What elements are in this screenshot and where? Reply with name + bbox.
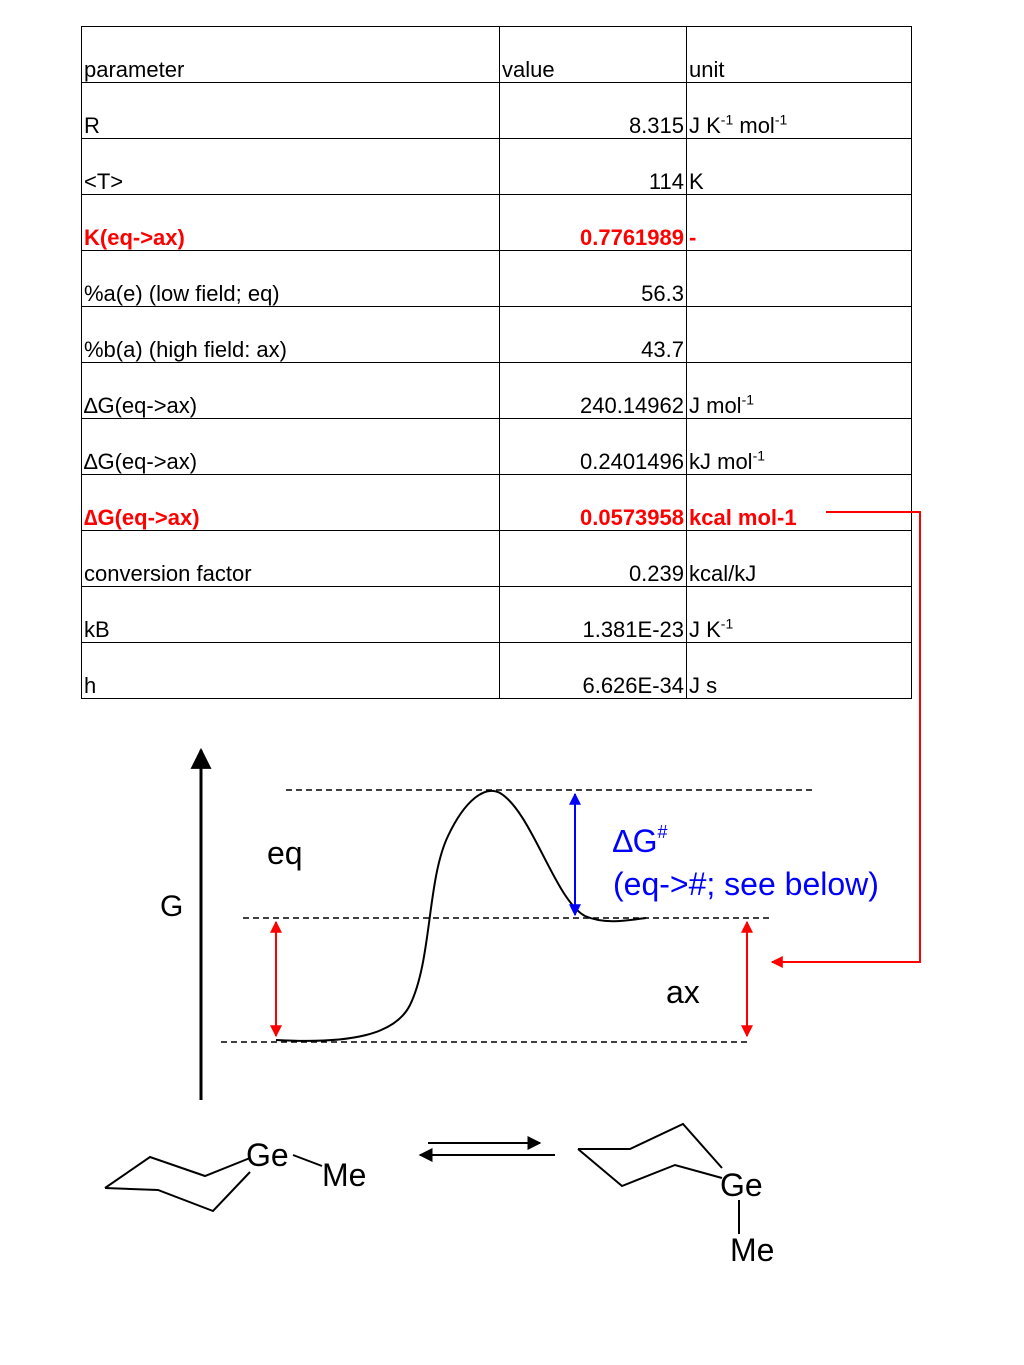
left-me-label: Me xyxy=(322,1157,367,1193)
row-value: 114 xyxy=(500,139,687,195)
eq-label: eq xyxy=(267,835,303,871)
right-ge-label: Ge xyxy=(720,1167,763,1203)
row-parameter: ∆G(eq->ax) xyxy=(82,419,500,475)
left-ge-label: Ge xyxy=(246,1137,289,1173)
row-value: 0.7761989 xyxy=(500,195,687,251)
header-value: value xyxy=(500,27,687,83)
row-parameter: %b(a) (high field: ax) xyxy=(82,307,500,363)
row-parameter: ∆G(eq->ax) xyxy=(82,363,500,419)
row-unit: K xyxy=(687,139,912,195)
header-unit: unit xyxy=(687,27,912,83)
row-parameter: K(eq->ax) xyxy=(82,195,500,251)
g-axis-label: G xyxy=(160,890,184,923)
row-value: 6.626E-34 xyxy=(500,643,687,699)
row-value: 1.381E-23 xyxy=(500,587,687,643)
ax-label: ax xyxy=(666,974,700,1010)
row-unit: - xyxy=(687,195,912,251)
barrier-note: (eq->#; see below) xyxy=(613,866,879,902)
axial-conformer xyxy=(578,1124,774,1268)
row-value: 8.315 xyxy=(500,83,687,139)
row-value: 0.0573958 xyxy=(500,475,687,531)
row-unit: kcal/kJ xyxy=(687,531,912,587)
row-unit: J $K^{-1}$ mol$^{-1}$ xyxy=(687,83,912,139)
row-parameter: kB xyxy=(82,587,500,643)
row-value: 43.7 xyxy=(500,307,687,363)
row-parameter: <T> xyxy=(82,139,500,195)
row-parameter: %a(e) (low field; eq) xyxy=(82,251,500,307)
row-unit: kJ mol$^{-1}$ xyxy=(687,419,912,475)
row-parameter: conversion factor xyxy=(82,531,500,587)
equatorial-conformer xyxy=(105,1137,366,1211)
energy-curve xyxy=(276,791,646,1041)
barrier-label: ∆G# xyxy=(613,822,668,859)
header-parameter: parameter xyxy=(82,27,500,83)
row-parameter: R xyxy=(82,83,500,139)
row-unit: J s xyxy=(687,643,912,699)
right-me-label: Me xyxy=(730,1232,775,1268)
row-unit: J mol$^{-1}$ xyxy=(687,363,912,419)
row-parameter: h xyxy=(82,643,500,699)
row-unit: J $K^{-1}$ xyxy=(687,587,912,643)
row-parameter: ∆G(eq->ax) xyxy=(82,475,500,531)
row-unit: kcal mol-1 xyxy=(687,475,912,531)
row-value: 56.3 xyxy=(500,251,687,307)
row-value: 240.14962 xyxy=(500,363,687,419)
row-value: 0.239 xyxy=(500,531,687,587)
row-value: 0.2401496 xyxy=(500,419,687,475)
